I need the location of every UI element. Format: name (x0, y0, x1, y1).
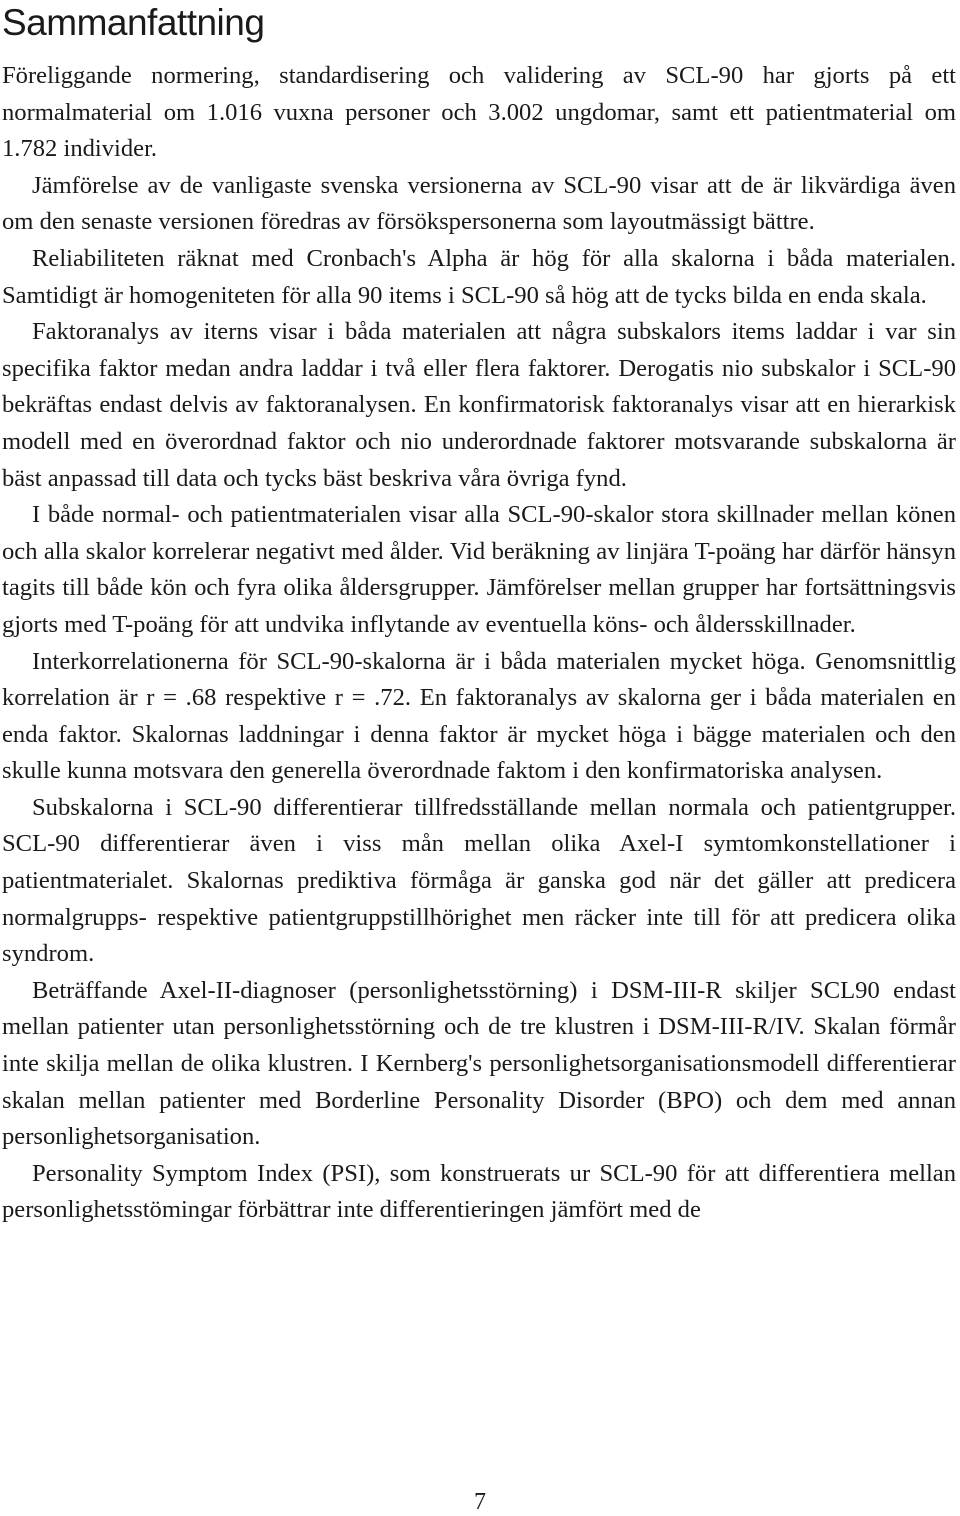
paragraph-7: Subskalorna i SCL-90 differentierar tillfredsställande mellan normala och patientgrupper. SCL-90 differentierar även i viss mån mellan olika Axel-I symtomkonstellationer i patientmaterialet. Skalornas prediktiva förmåga är ganska god när det gäller att predicera normalgrupps- respektive patientgruppstillhörighet men räcker inte till för att predicera olika syndrom. (2, 793, 956, 968)
paragraph-1: Föreliggande normering, standardisering och validering av SCL-90 har gjorts på ett normalmaterial om 1.016 vuxna personer och 3.002 ungdomar, samt ett patientmaterial om 1.782 individer. (2, 62, 956, 163)
summary-body (2, 58, 956, 1229)
paragraph-5: I både normal- och patientmaterialen visar alla SCL-90-skalor stora skillnader mellan könen och alla skalor korrelerar negativt med ålder. Vid beräkning av linjära T-poäng har därför hänsyn tagits till både kön och fyra olika åldersgrupper. Jämförelser mellan grupper har fortsättningsvis gjorts med T-poäng för att undvika inflytande av eventuella köns- och åldersskillnader. (2, 501, 956, 638)
section-heading: Sammanfattning (2, 2, 265, 43)
paragraph-6: Interkorrelationerna för SCL-90-skalorna är i båda materialen mycket höga. Genomsnittlig korrelation är r = .68 respektive r = .72. En faktoranalys av skalorna ger i båda materialen en enda faktor. Skalornas laddningar i denna faktor är mycket höga i bägge materialen och den skulle kunna motsvara den generella överordnade faktom i den konfirmatoriska analysen. (2, 647, 956, 785)
paragraph-8: Beträffande Axel-II-diagnoser (personlighetsstörning) i DSM-III-R skiljer SCL90 endast mellan patienter utan personlighetsstörning och de tre klustren i DSM-III-R/IV. Skalan förmår inte skilja mellan de olika klustren. I Kernberg's personlighetsorganisationsmodell differentierar skalan mellan patienter med Borderline Personality Disorder (BPO) och dem med annan personlighetsorganisation. (2, 976, 956, 1151)
paragraph-3: Reliabiliteten räknat med Cronbach's Alpha är hög för alla skalorna i båda materialen. Samtidigt är homogeniteten för alla 90 items i SCL-90 så hög att de tycks bilda en enda skala. (2, 244, 956, 309)
paragraph-2: Jämförelse av de vanligaste svenska versionerna av SCL-90 visar att de är likvärdiga även om den senaste versionen föredras av försökspersonerna som layoutmässigt bättre. (2, 171, 956, 236)
paragraph-9: Personality Symptom Index (PSI), som konstruerats ur SCL-90 för att differentiera mellan personlighetsstömingar förbättrar inte differentieringen jämfört med de (2, 1159, 956, 1224)
paragraph-4: Faktoranalys av iterns visar i båda materialen att några subskalors items laddar i var sin specifika faktor medan andra laddar i två eller flera faktorer. Derogatis nio subskalor i SCL-90 bekräftas endast delvis av faktoranalysen. En konfirmatorisk faktoranalys visar att en hierarkisk modell med en överordnad faktor och nio underordnade faktorer motsvarande subskalorna är bäst anpassad till data och tycks bäst beskriva våra övriga fynd. (2, 318, 956, 492)
page-number: 7 (474, 1489, 486, 1515)
